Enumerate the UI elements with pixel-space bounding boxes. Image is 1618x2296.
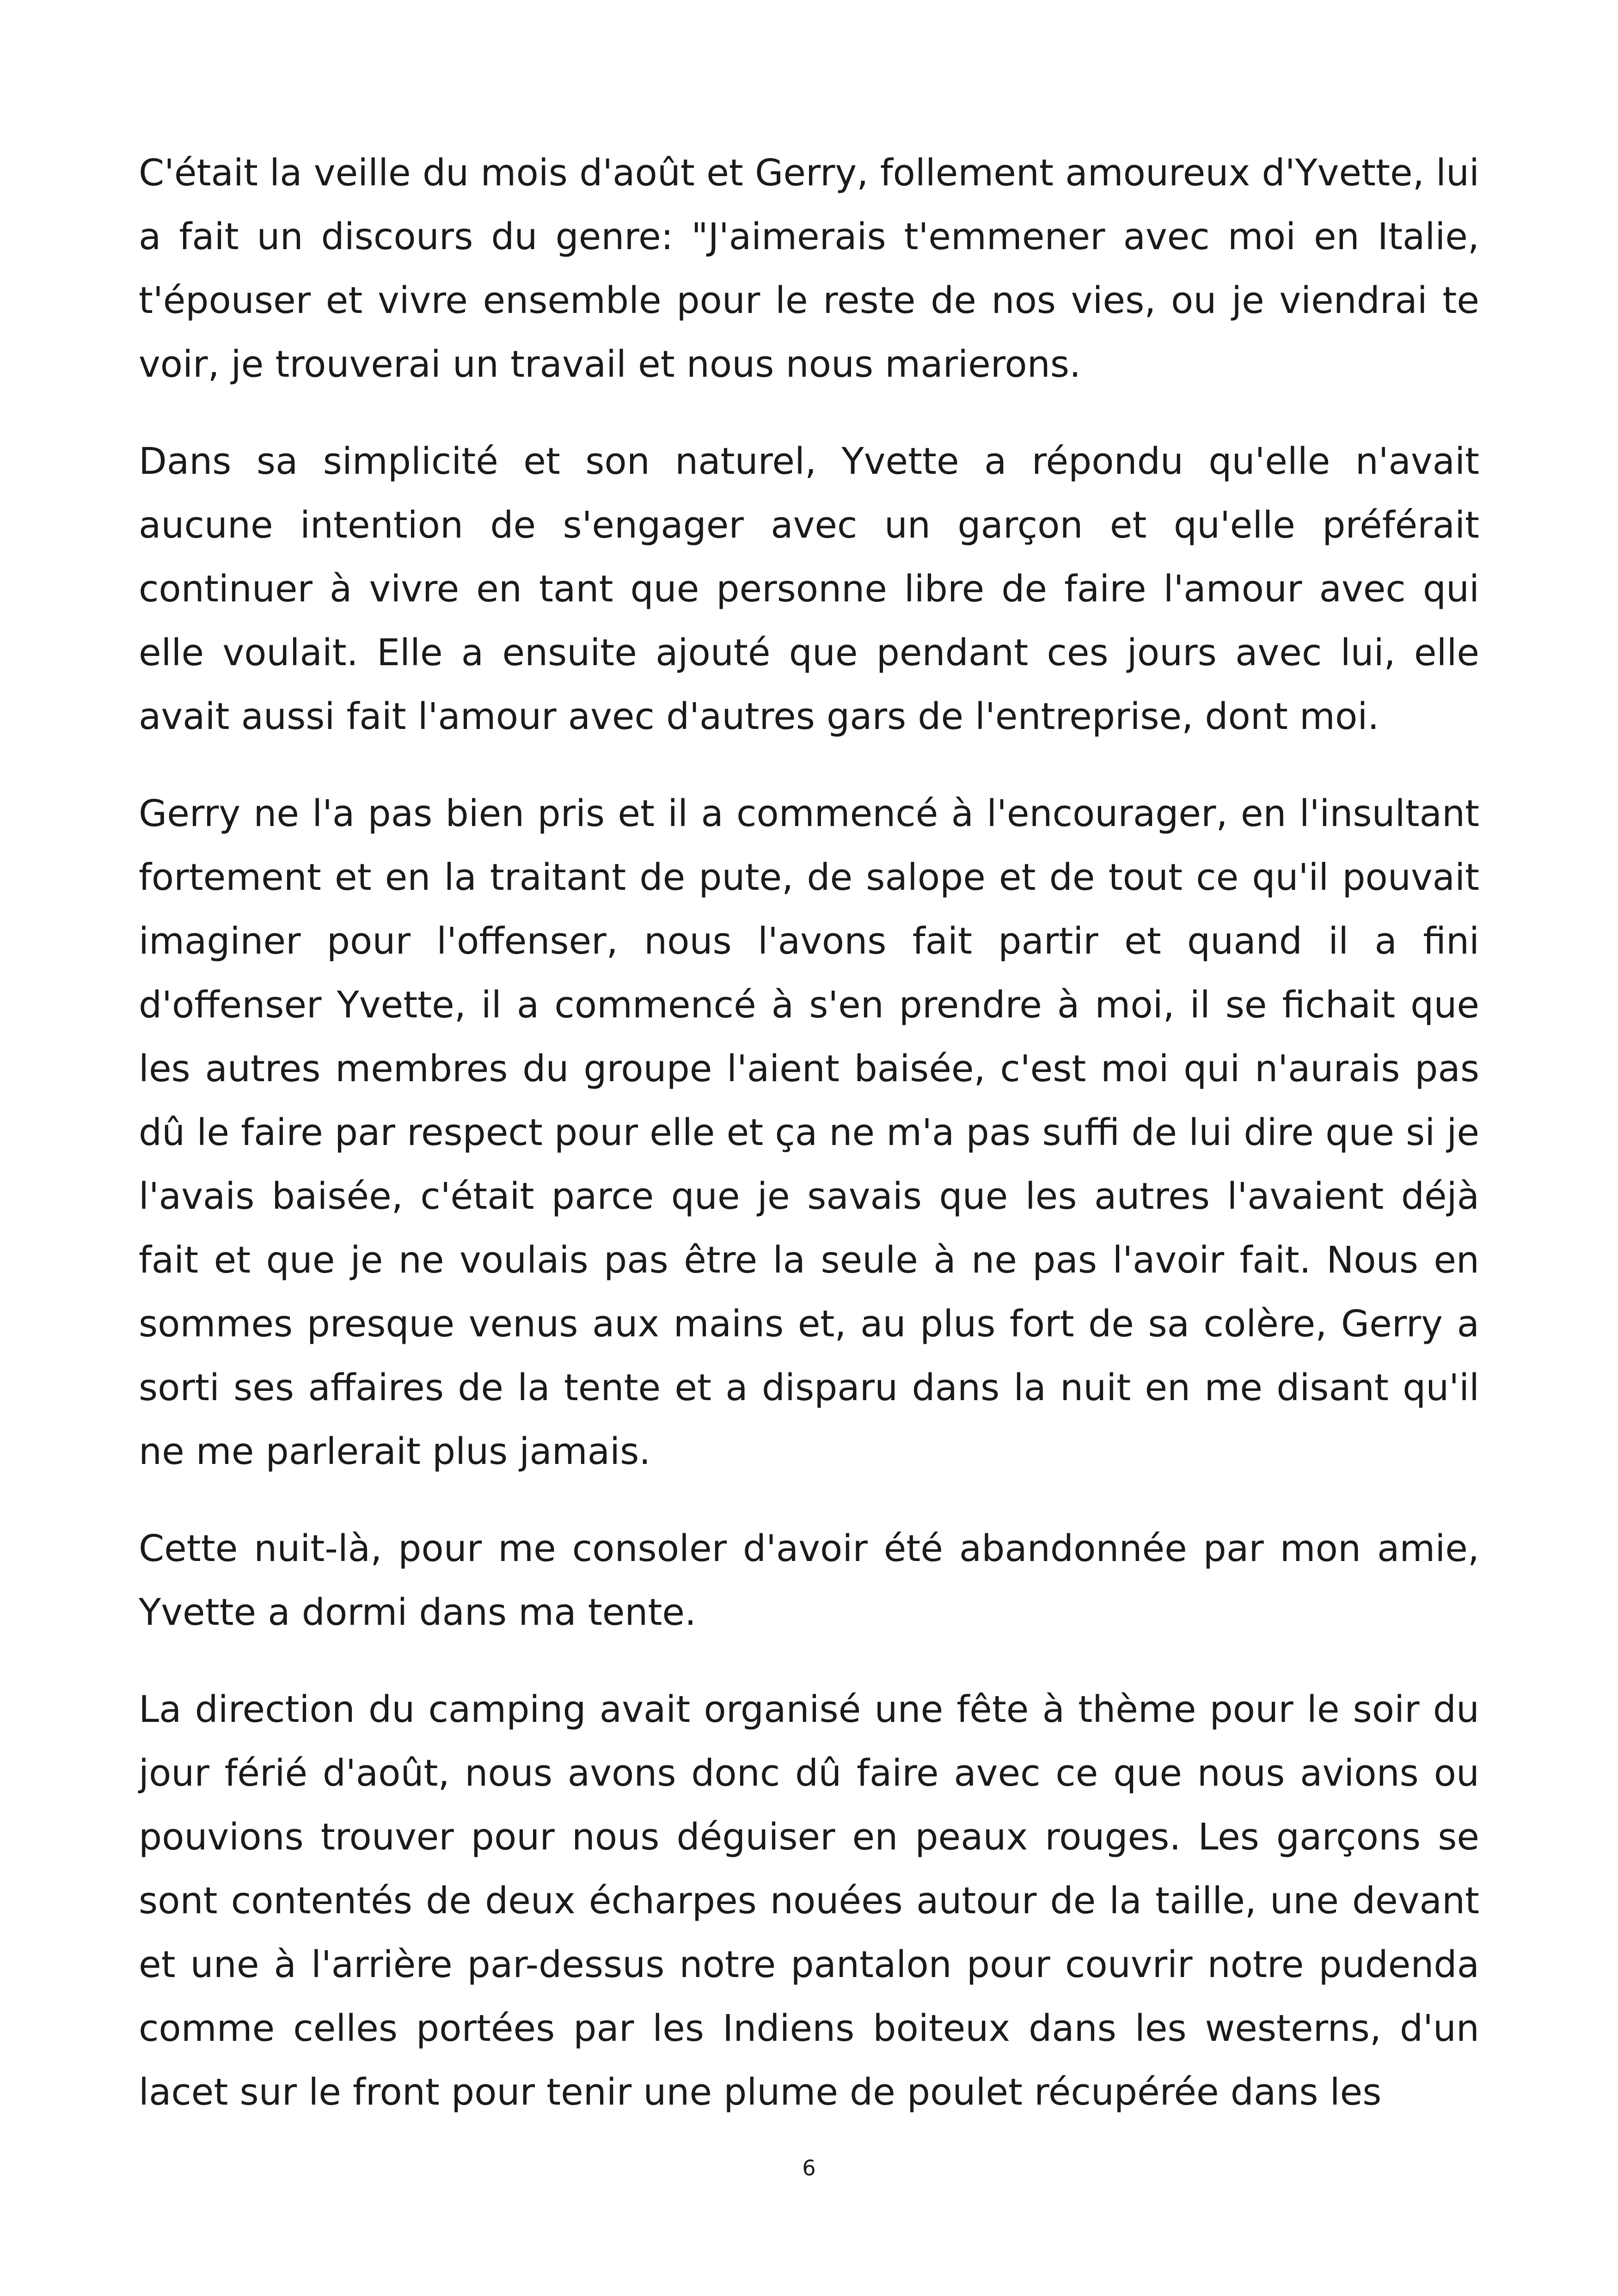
- paragraph-3: Gerry ne l'a pas bien pris et il a commencé à l'encourager, en l'insultant fortement et en la traitant de pute, de salope et de tout ce qu'il pouvait imaginer pour l'offenser, nous l'avons fait partir et quand il a fini d'offenser Yvette, il a commencé à s'en prendre à moi, il se fichait que les autres membres du groupe l'aient baisée, c'est moi qui n'aurais pas dû le faire par respect pour elle et ça ne m'a pas suffi de lui dire que si je l'avais baisée, c'était parce que je savais que les autres l'avaient déjà fait et que je ne voulais pas être la seule à ne pas l'avoir fait. Nous en sommes presque venus aux mains et, au plus fort de sa colère, Gerry a sorti ses affaires de la tente et a disparu dans la nuit en me disant qu'il ne me parlerait plus jamais.: [139, 792, 1479, 1473]
- paragraph-5: La direction du camping avait organisé une fête à thème pour le soir du jour férié d'août, nous avons donc dû faire avec ce que nous avions ou pouvions trouver pour nous déguiser en peaux rouges. Les garçons se sont contentés de deux écharpes nouées autour de la taille, une devant et une à l'arrière par-dessus notre pantalon pour couvrir notre pudenda comme celles portées par les Indiens boiteux dans les westerns, d'un lacet sur le front pour tenir une plume de poulet récupérée dans les: [139, 1688, 1479, 2113]
- paragraph-2: Dans sa simplicité et son naturel, Yvette a répondu qu'elle n'avait aucune intention de s'engager avec un garçon et qu'elle préférait continuer à vivre en tant que personne libre de faire l'amour avec qui elle voulait. Elle a ensuite ajouté que pendant ces jours avec lui, elle avait aussi fait l'amour avec d'autres gars de l'entreprise, dont moi.: [139, 440, 1479, 738]
- page-number: 6: [802, 2155, 816, 2180]
- body-text: [139, 141, 1479, 2157]
- paragraph-4: Cette nuit-là, pour me consoler d'avoir été abandonnée par mon amie, Yvette a dormi dans ma tente.: [139, 1527, 1479, 1634]
- paragraph-1: C'était la veille du mois d'août et Gerry, follement amoureux d'Yvette, lui a fait un discours du genre: "J'aimerais t'emmener avec moi en Italie, t'épouser et vivre ensemble pour le reste de nos vies, ou je viendrai te voir, je trouverai un travail et nous nous marierons.: [139, 152, 1479, 386]
